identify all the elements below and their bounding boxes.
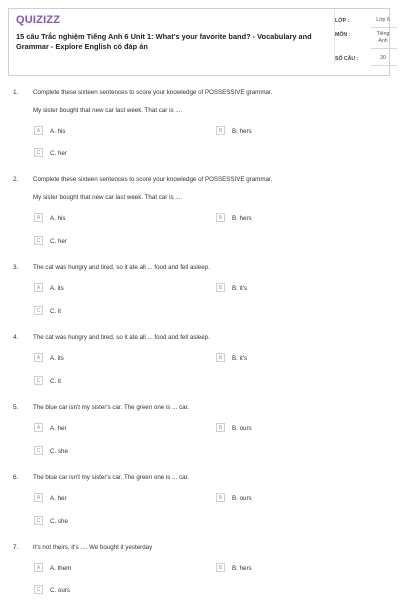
option-b-text: B. hers bbox=[232, 215, 252, 222]
option-c-text: C. she bbox=[50, 518, 68, 525]
question-sentence: My sister bought that new car last week. That car is .... bbox=[33, 107, 183, 114]
option-a-text: A. his bbox=[50, 215, 66, 222]
option-b-box[interactable]: B bbox=[216, 126, 225, 135]
question-number: 7. bbox=[13, 544, 19, 551]
question-instruction: The cat was hungry and tired, so it ate all ... food and fell asleep. bbox=[33, 334, 210, 341]
option-a-text: A. them bbox=[50, 565, 72, 572]
option-a-box[interactable]: A bbox=[34, 283, 43, 292]
option-a-box[interactable]: A bbox=[34, 423, 43, 432]
option-c-box[interactable]: C bbox=[34, 446, 43, 455]
option-c-box[interactable]: C bbox=[34, 585, 43, 594]
option-c-box[interactable]: C bbox=[34, 376, 43, 385]
worksheet-header bbox=[8, 8, 390, 76]
question-number: 1. bbox=[13, 89, 19, 96]
worksheet-title: 15 câu Trắc nghiệm Tiếng Anh 6 Unit 1: What's your favorite band? - Vocabulary and Grammar - Explore English có đáp án bbox=[16, 32, 312, 51]
option-b-text: B. hers bbox=[232, 565, 252, 572]
meta-value-class: Lớp 6 bbox=[376, 17, 390, 23]
question-instruction: It's not theirs, it's .... We bought it yesterday bbox=[33, 544, 153, 551]
option-c-text: C. she bbox=[50, 448, 68, 455]
meta-label-class: LỚP : bbox=[335, 18, 350, 24]
option-b-text: B. ours bbox=[232, 425, 252, 432]
option-b-box[interactable]: B bbox=[216, 353, 225, 362]
option-b-box[interactable]: B bbox=[216, 213, 225, 222]
question-number: 2. bbox=[13, 176, 19, 183]
question-sentence: My sister bought that new car last week. That car is .... bbox=[33, 194, 183, 201]
option-b-box[interactable]: B bbox=[216, 493, 225, 502]
option-a-box[interactable]: A bbox=[34, 563, 43, 572]
option-a-box[interactable]: A bbox=[34, 353, 43, 362]
option-b-box[interactable]: B bbox=[216, 423, 225, 432]
quizizz-logo: QUIZIZZ bbox=[16, 14, 61, 26]
option-b-text: B. it's bbox=[232, 355, 247, 362]
option-a-text: A. his bbox=[50, 128, 66, 135]
option-a-text: A. her bbox=[50, 425, 67, 432]
meta-label-subject: MÔN : bbox=[335, 32, 351, 38]
meta-value-subject: Tiếng Anh bbox=[376, 31, 390, 44]
option-c-box[interactable]: C bbox=[34, 236, 43, 245]
option-a-box[interactable]: A bbox=[34, 126, 43, 135]
option-c-box[interactable]: C bbox=[34, 516, 43, 525]
meta-underline bbox=[371, 65, 397, 66]
question-number: 4. bbox=[13, 334, 19, 341]
option-c-text: C. her bbox=[50, 150, 67, 157]
option-a-text: A. its bbox=[50, 285, 64, 292]
option-a-text: A. its bbox=[50, 355, 64, 362]
question-instruction: Complete these sixteen sentences to score your knowledge of POSSESSIVE grammar. bbox=[33, 89, 273, 96]
meta-value-count: 30 bbox=[380, 55, 386, 61]
option-c-text: C. her bbox=[50, 238, 67, 245]
option-c-box[interactable]: C bbox=[34, 306, 43, 315]
meta-underline bbox=[371, 48, 397, 49]
question-instruction: The blue car isn't my sister's car. The green one is ... car. bbox=[33, 474, 189, 481]
question-instruction: The blue car isn't my sister's car. The green one is ... car. bbox=[33, 404, 189, 411]
question-number: 5. bbox=[13, 404, 19, 411]
question-instruction: The cat was hungry and tired, so it ate all ... food and fell asleep. bbox=[33, 264, 210, 271]
option-a-box[interactable]: A bbox=[34, 213, 43, 222]
option-c-box[interactable]: C bbox=[34, 148, 43, 157]
option-b-text: B. it's bbox=[232, 285, 247, 292]
question-number: 3. bbox=[13, 264, 19, 271]
option-b-text: B. ours bbox=[232, 495, 252, 502]
question-number: 6. bbox=[13, 474, 19, 481]
option-a-box[interactable]: A bbox=[34, 493, 43, 502]
option-c-text: C. it bbox=[50, 308, 62, 315]
meta-label-count: SỐ CÂU : bbox=[335, 56, 359, 62]
option-c-text: C. ours bbox=[50, 587, 70, 594]
option-b-text: B. hers bbox=[232, 128, 252, 135]
option-b-box[interactable]: B bbox=[216, 563, 225, 572]
option-c-text: C. it bbox=[50, 378, 62, 385]
meta-underline bbox=[371, 27, 397, 28]
option-a-text: A. her bbox=[50, 495, 67, 502]
option-b-box[interactable]: B bbox=[216, 283, 225, 292]
question-instruction: Complete these sixteen sentences to score your knowledge of POSSESSIVE grammar. bbox=[33, 176, 273, 183]
